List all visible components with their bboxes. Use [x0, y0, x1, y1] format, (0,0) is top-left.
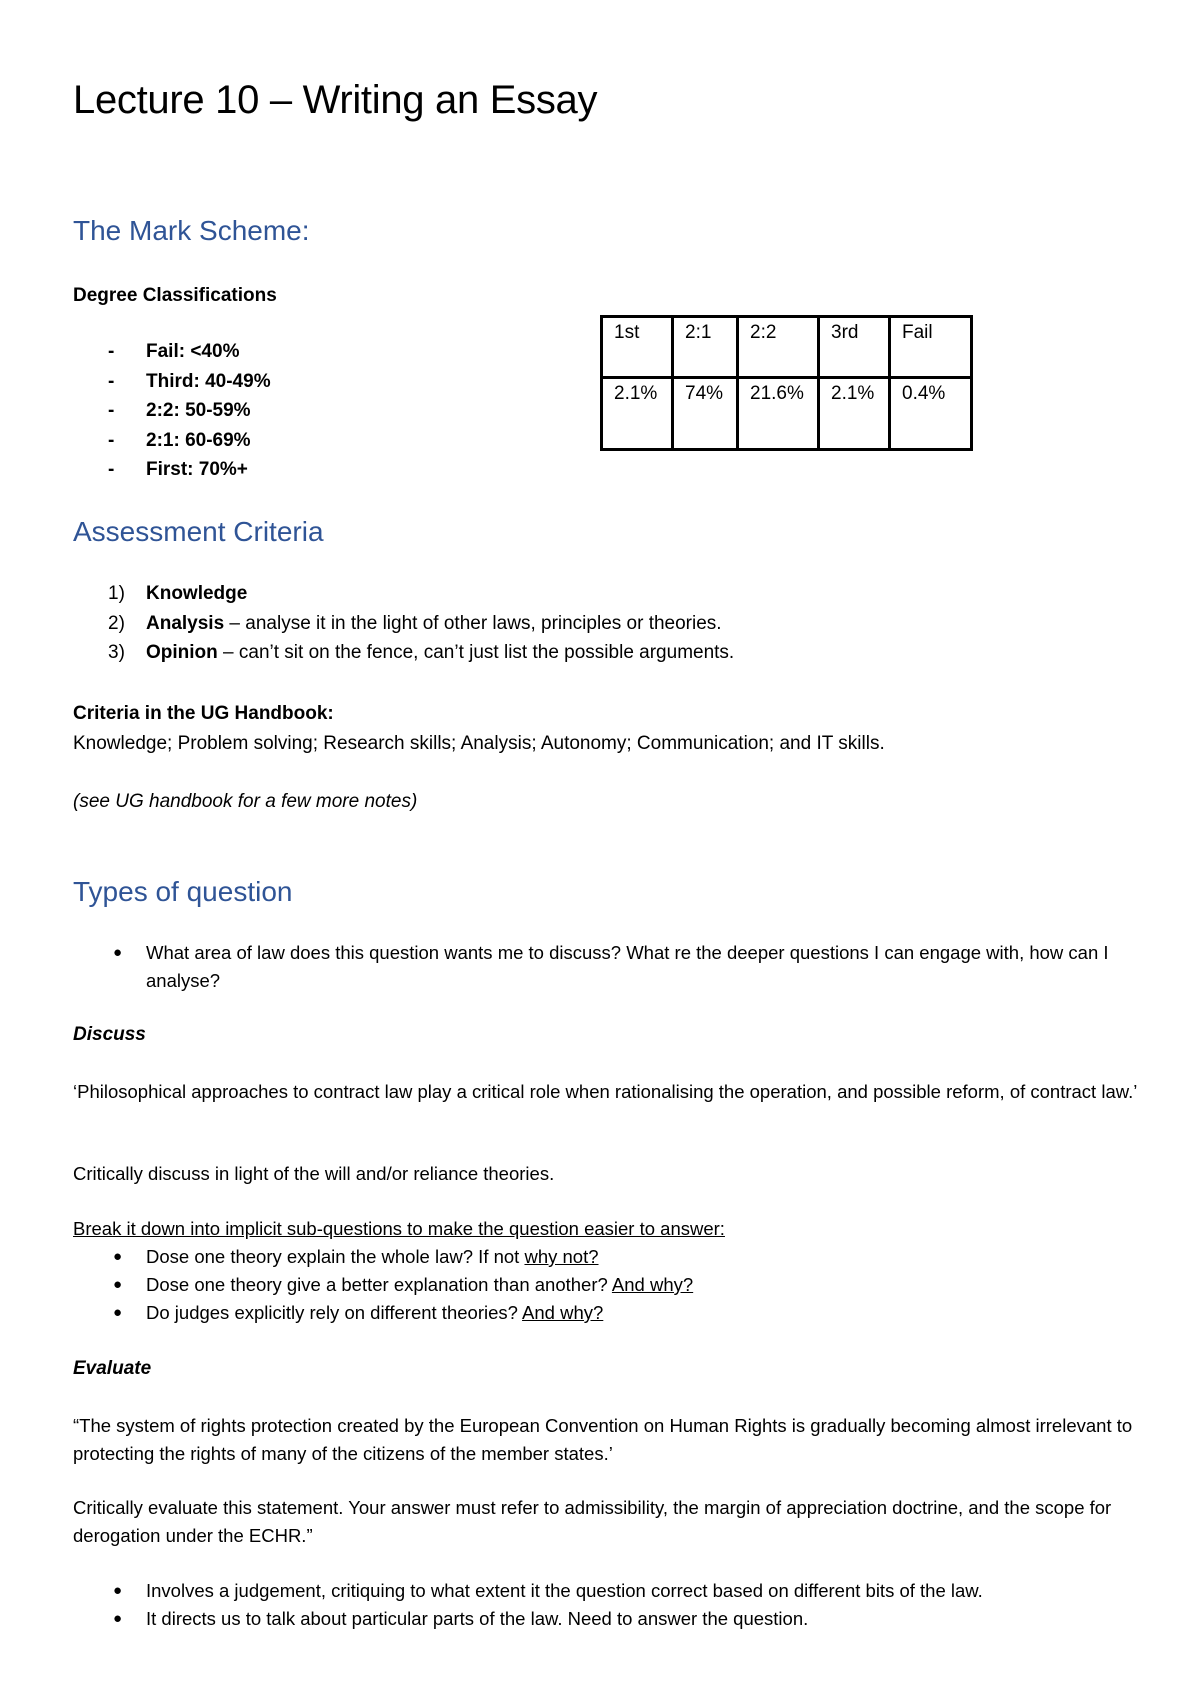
table-header-row: [602, 317, 972, 378]
grade-distribution-table: [600, 315, 973, 451]
list-item: - 2:2: 50-59%: [108, 400, 251, 421]
table-cell: 3rd: [819, 317, 890, 378]
table-cell: 21.6%: [738, 378, 819, 450]
ug-handbook-criteria: Knowledge; Problem solving; Research skills; Analysis; Autonomy; Communication; and IT skills.: [73, 733, 885, 754]
table-cell: 2.1%: [819, 378, 890, 450]
types-of-question-heading: Types of question: [73, 876, 293, 907]
table-cell: Fail: [890, 317, 972, 378]
list-item: - 2:1: 60-69%: [108, 429, 251, 451]
breakdown-heading: Break it down into implicit sub-questions to make the question easier to answer:: [73, 1218, 725, 1239]
bullet-icon: ●: [113, 1276, 123, 1293]
intro-bullet: ● What area of law does this question wants me to discuss? What re the deeper questions I can engage with, how can I analyse?: [146, 939, 1136, 995]
discuss-quote: ‘Philosophical approaches to contract law play a critical role when rationalising the operation, and possible reform, of contract law.’: [73, 1081, 1138, 1102]
table-cell: 2.1%: [602, 378, 673, 450]
evaluate-instruction: Critically evaluate this statement. Your answer must refer to admissibility, the margin of appreciation doctrine, and the scope for derogation under the ECHR.”: [73, 1497, 1112, 1546]
list-item: ● Involves a judgement, critiquing to what extent it the question correct based on different bits of the law.: [146, 1577, 983, 1605]
degree-classifications-heading: Degree Classifications: [73, 285, 277, 306]
table-cell: 2:2: [738, 317, 819, 378]
page-title: Lecture 10 – Writing an Essay: [73, 78, 598, 122]
list-item: - Third: 40-49%: [108, 370, 271, 392]
bullet-icon: ●: [113, 944, 123, 961]
assessment-criteria-heading: Assessment Criteria: [73, 516, 324, 547]
discuss-instruction: Critically discuss in light of the will and/or reliance theories.: [73, 1163, 555, 1184]
list-item: 2) Analysis – analyse it in the light of other laws, principles or theories.: [108, 612, 722, 634]
bullet-icon: ●: [113, 1610, 123, 1627]
table-cell: 2:1: [673, 317, 738, 378]
list-item: - Fail: <40%: [108, 341, 240, 362]
list-item: ● Dose one theory give a better explanation than another? And why?: [146, 1271, 693, 1299]
list-item: ● Do judges explicitly rely on different theories? And why?: [146, 1299, 693, 1327]
table-cell: 74%: [673, 378, 738, 450]
classification-list: [108, 338, 271, 486]
discuss-heading: Discuss: [73, 1024, 146, 1045]
bullet-icon: ●: [113, 1304, 123, 1321]
list-item: 3) Opinion – can’t sit on the fence, can’t just list the possible arguments.: [108, 642, 735, 663]
criteria-list: [108, 580, 735, 669]
list-item: ● It directs us to talk about particular parts of the law. Need to answer the question.: [146, 1605, 983, 1633]
list-item: 1) Knowledge: [108, 583, 248, 604]
table-row: [602, 378, 972, 450]
mark-scheme-heading: The Mark Scheme:: [73, 215, 310, 246]
ug-handbook-heading: Criteria in the UG Handbook:: [73, 703, 334, 724]
list-item: ● Dose one theory explain the whole law? If not why not?: [146, 1243, 693, 1271]
table-cell: 1st: [602, 317, 673, 378]
table-cell: 0.4%: [890, 378, 972, 450]
list-item: - First: 70%+: [108, 459, 248, 480]
handbook-note: (see UG handbook for a few more notes): [73, 791, 418, 812]
bullet-icon: ●: [113, 1582, 123, 1599]
bullet-icon: ●: [113, 1248, 123, 1265]
evaluate-notes-list: [113, 1577, 983, 1633]
sub-question-list: [113, 1243, 694, 1327]
evaluate-quote: “The system of rights protection created by the European Convention on Human Rights is gradually becoming almost irrelevant to protecting the rights of many of the citizens of the member states.’: [73, 1415, 1133, 1464]
evaluate-heading: Evaluate: [73, 1358, 152, 1379]
